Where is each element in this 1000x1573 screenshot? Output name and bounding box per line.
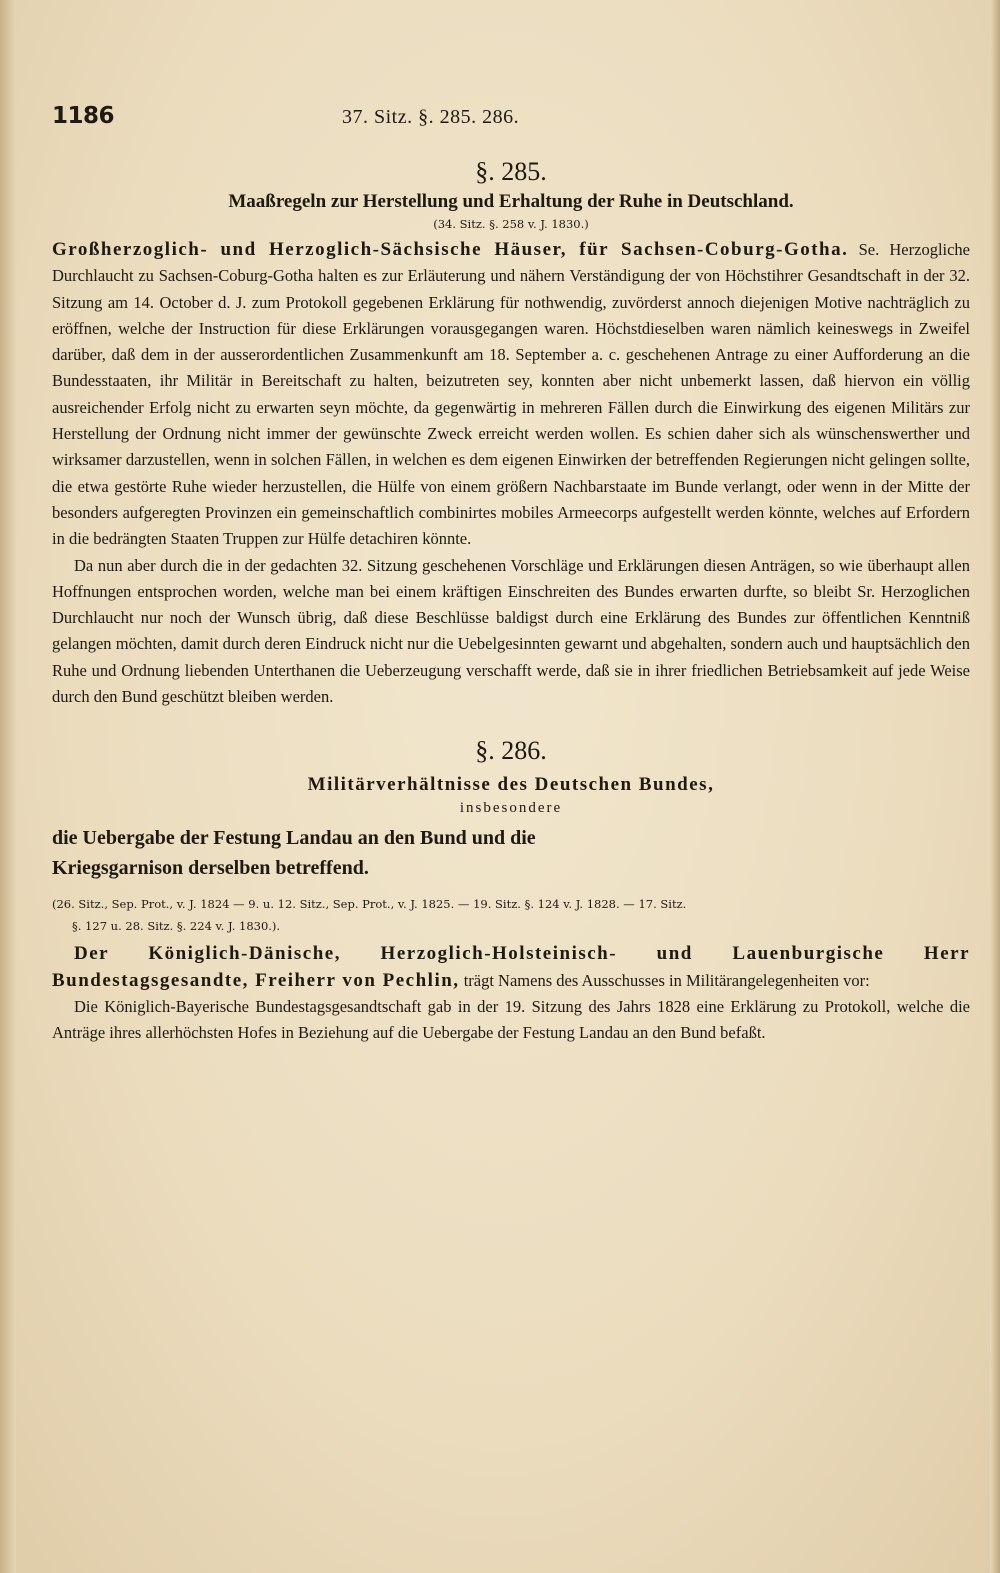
page-number: 1186 <box>52 103 115 129</box>
running-title: 37. Sitz. §. 285. 286. <box>342 106 520 128</box>
section-285 <box>52 157 970 710</box>
section-286-lead: Der Königlich-Dänische, Herzoglich-Holsteinisch- und Lauenburgische Herr Bundestagsgesandte, Freiherr von Pechlin, <box>52 943 970 991</box>
section-286-reference-line-1: (26. Sitz., Sep. Prot., v. J. 1824 — 9. u. 12. Sitz., Sep. Prot., v. J. 1825. — 19. Sitz. §. 124 v. J. 1828. — 17. Sitz. <box>52 897 687 912</box>
section-286-number: §. 286. <box>475 736 547 766</box>
section-286-paragraph-1-body: trägt Namens des Ausschusses in Militärangelegenheiten vor: <box>463 970 870 990</box>
section-286 <box>52 736 970 1046</box>
section-285-paragraph-1 <box>52 237 970 553</box>
section-286-heading-line-1: Militärverhältnisse des Deutschen Bundes, <box>307 774 715 796</box>
section-285-paragraph-2: Da nun aber durch die in der gedachten 32. Sitzung geschehenen Vorschläge und Erklärungen diesen Anträgen, so wie überhaupt allen Hoffnungen entsprochen worden, welche man bei einem kräftigen Einschreiten des Bundes erwarten durfte, so bleibt Sr. Herzoglichen Durchlaucht nur noch der Wunsch übrig, daß diese Beschlüsse baldigst durch eine Erklärung des Bundes zur öffentlichen Kenntniß gelangen möchten, damit durch deren Eindruck nicht nur die Uebelgesinnten gewarnt und abgehalten, sondern auch und hauptsächlich den Ruhe und Ordnung liebenden Unterthanen die Ueberzeugung verschafft werde, daß sie in ihrer friedlichen Betriebsamkeit auf jede Weise durch den Bund geschützt bleiben werden. <box>52 555 970 707</box>
section-285-reference: (34. Sitz. §. 258 v. J. 1830.) <box>433 217 589 231</box>
section-285-heading: Maaßregeln zur Herstellung und Erhaltung der Ruhe in Deutschland. <box>228 191 794 212</box>
page-edge <box>990 0 1000 1573</box>
section-285-paragraph-1-body: Se. Herzogliche Durchlaucht zu Sachsen-Coburg-Gotha halten es zur Erläuterung und nähern Verständigung der von Höchstihrer Gesandtschaft in der 32. Sitzung am 14. October d. J. zum Protokoll gegebenen Erklärung für nothwendig, zuvörderst annoch diejenigen Motive nachträglich zu eröffnen, welche der Instruction für diese Erklärungen vorausgegangen waren. Höchstdieselben waren nämlich keineswegs in Zweifel darüber, daß dem in der ausserordentlichen Zusammenkunft am 18. September a. c. geschehenen Antrage zu einer Aufforderung an die Bundesstaaten, ihr Militär in Bereitschaft zu halten, beizutreten sey, konnten aber nicht unbemerkt lassen, daß hiervon ein völlig ausreichender Erfolg nicht zu erwarten seyn möchte, da gegenwärtig in mehreren Fällen durch die Einwirkung des eigenen Militärs zur Herstellung der Ordnung nicht immer der gewünschte Zweck erreicht werden wollen. Es schien daher sich als wünschenswerther und wirksamer darzustellen, wenn in solchen Fällen, in welchen es dem eigenen Einwirken der betreffenden Regierungen nicht gelingen sollte, die etwa gestörte Ruhe wieder herzustellen, die Hülfe von einem größern Nachbarstaate im Bunde verlangt, oder wenn in der Mitte der besonders aufgeregten Provinzen ein gemeinschaftlich combinirtes mobiles Armeecorps aufgestellt werden könnte, welches auf Erfordern in die bedrängten Staaten Truppen zur Hülfe detachiren könnte. <box>52 240 971 549</box>
section-286-paragraph-2: Die Königlich-Bayerische Bundestagsgesandtschaft gab in der 19. Sitzung des Jahrs 1828 eine Erklärung zu Protokoll, welche die Anträge ihres allerhöchsten Hofes in Beziehung auf die Uebergabe der Festung Landau an den Bund befaßt. <box>52 996 970 1043</box>
section-286-heading-line-3: die Uebergabe der Festung Landau an den Bund und die Kriegsgarnison derselben betreffend. <box>52 827 536 880</box>
section-286-heading-line-2: insbesondere <box>459 800 563 817</box>
section-285-lead: Großherzoglich- und Herzoglich-Sächsische Häuser, für Sachsen-Coburg-Gotha. <box>52 239 849 260</box>
section-285-number: §. 285. <box>475 157 547 186</box>
section-286-paragraph-1 <box>52 941 970 994</box>
section-286-reference-line-2: §. 127 u. 28. Sitz. §. 224 v. J. 1830.). <box>72 919 281 934</box>
running-header <box>52 103 970 143</box>
binding-gutter <box>0 0 16 1573</box>
section-286-reference <box>52 893 970 937</box>
